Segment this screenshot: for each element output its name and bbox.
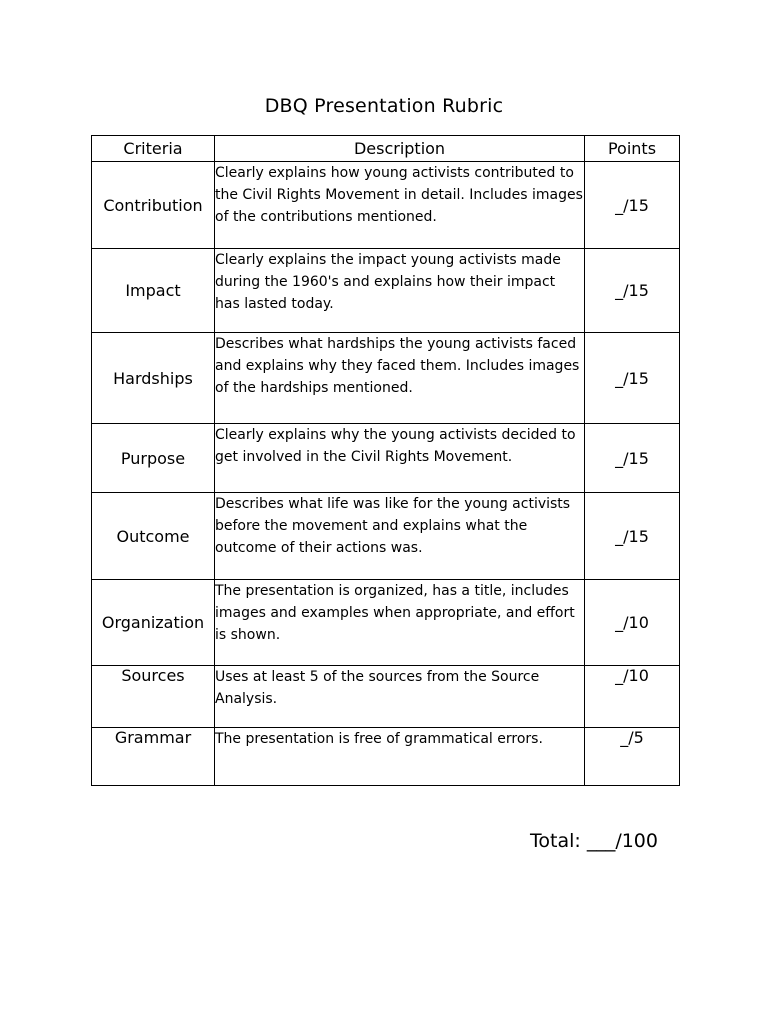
table-row [92, 728, 680, 786]
description-cell: The presentation is organized, has a title, includes images and examples when appropriate, and effort is shown. [215, 580, 585, 666]
points-header: Points [585, 136, 680, 162]
description-cell: Clearly explains how young activists contributed to the Civil Rights Movement in detail. Includes images of the contributions mentioned. [215, 162, 585, 249]
table-row [92, 249, 680, 333]
table-row [92, 333, 680, 424]
criteria-cell: Contribution [92, 162, 215, 249]
points-cell: _/5 [585, 728, 680, 786]
points-cell: _/10 [585, 580, 680, 666]
table-row [92, 580, 680, 666]
criteria-cell: Impact [92, 249, 215, 333]
description-cell: Uses at least 5 of the sources from the Source Analysis. [215, 666, 585, 728]
criteria-cell: Grammar [92, 728, 215, 786]
description-cell: Clearly explains why the young activists decided to get involved in the Civil Rights Movement. [215, 424, 585, 493]
description-header: Description [215, 136, 585, 162]
page-title: DBQ Presentation Rubric [264, 95, 504, 117]
points-cell: _/15 [585, 493, 680, 580]
points-cell: _/15 [585, 333, 680, 424]
table-row [92, 162, 680, 249]
description-cell: Describes what life was like for the young activists before the movement and explains what the outcome of their actions was. [215, 493, 585, 580]
description-cell: Clearly explains the impact young activists made during the 1960's and explains how their impact has lasted today. [215, 249, 585, 333]
criteria-cell: Hardships [92, 333, 215, 424]
points-cell: _/15 [585, 162, 680, 249]
description-cell: Describes what hardships the young activists faced and explains why they faced them. Includes images of the hardships mentioned. [215, 333, 585, 424]
table-row [92, 666, 680, 728]
criteria-header: Criteria [92, 136, 215, 162]
total-score: Total: ___/100 [530, 830, 658, 852]
points-cell: _/15 [585, 249, 680, 333]
table-row [92, 424, 680, 493]
points-cell: _/10 [585, 666, 680, 728]
criteria-cell: Purpose [92, 424, 215, 493]
table-row [92, 493, 680, 580]
description-cell: The presentation is free of grammatical errors. [215, 728, 585, 786]
criteria-cell: Organization [92, 580, 215, 666]
criteria-cell: Outcome [92, 493, 215, 580]
table-header-row [92, 136, 680, 162]
points-cell: _/15 [585, 424, 680, 493]
criteria-cell: Sources [92, 666, 215, 728]
rubric-table [91, 135, 680, 786]
